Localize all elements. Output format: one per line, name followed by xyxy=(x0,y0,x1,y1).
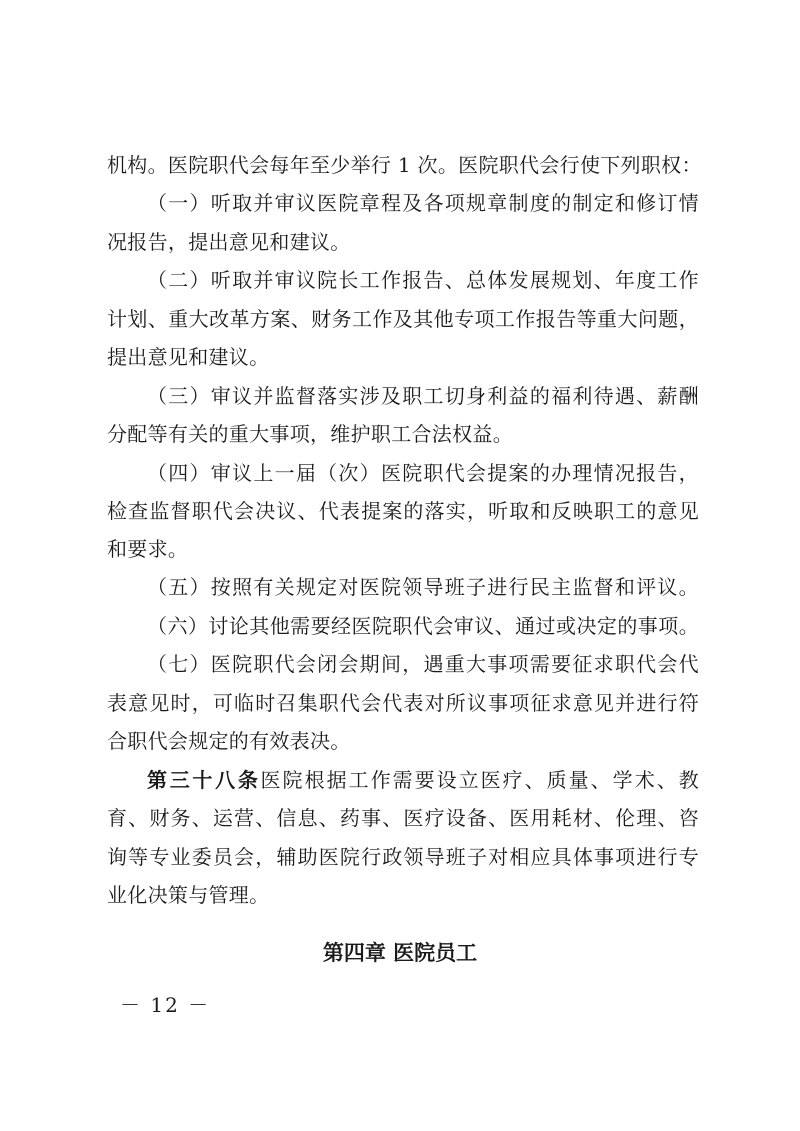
text-line: （六）讨论其他需要经医院职代会审议、通过或决定的事项。 xyxy=(147,614,699,638)
text-line: 提出意见和建议。 xyxy=(107,345,270,369)
text-line: 和要求。 xyxy=(107,537,189,561)
page-number: － 12 － xyxy=(120,993,211,1017)
text-line: 机构。医院职代会每年至少举行 1 次。医院职代会行使下列职权： xyxy=(107,153,702,177)
text-line: 计划、重大改革方案、财务工作及其他专项工作报告等重大问题， xyxy=(107,307,699,331)
article-text: 医院根据工作需要设立医疗、质量、学术、教 xyxy=(260,768,700,792)
text-line: （七）医院职代会闭会期间，遇重大事项需要征求职代会代 xyxy=(147,652,699,676)
text-line: （一）听取并审议医院章程及各项规章制度的制定和修订情 xyxy=(147,191,699,215)
text-line: 表意见时，可临时召集职代会代表对所议事项征求意见并进行符 xyxy=(107,691,699,715)
text-line: （二）听取并审议院长工作报告、总体发展规划、年度工作 xyxy=(147,268,699,292)
text-line: 业化决策与管理。 xyxy=(107,883,270,907)
chapter-title: 第四章 医院员工 xyxy=(322,941,478,965)
text-line: 分配等有关的重大事项，维护职工合法权益。 xyxy=(107,422,513,446)
article-38-first-line xyxy=(147,765,699,795)
text-line: 况报告，提出意见和建议。 xyxy=(107,230,351,254)
text-line: 询等专业委员会，辅助医院行政领导班子对相应具体事项进行专 xyxy=(107,845,699,869)
text-line: 合职代会规定的有效表决。 xyxy=(107,729,351,753)
text-line: （三）审议并监督落实涉及职工切身利益的福利待遇、薪酬 xyxy=(147,384,699,408)
text-line: 检查监督职代会决议、代表提案的落实，听取和反映职工的意见 xyxy=(107,499,699,523)
text-line: （五）按照有关规定对医院领导班子进行民主监督和评议。 xyxy=(147,575,699,599)
text-line: 育、财务、运营、信息、药事、医疗设备、医用耗材、伦理、咨 xyxy=(107,806,699,830)
article-heading: 第三十八条 xyxy=(147,768,261,792)
text-line: （四）审议上一届（次）医院职代会提案的办理情况报告， xyxy=(147,461,699,485)
